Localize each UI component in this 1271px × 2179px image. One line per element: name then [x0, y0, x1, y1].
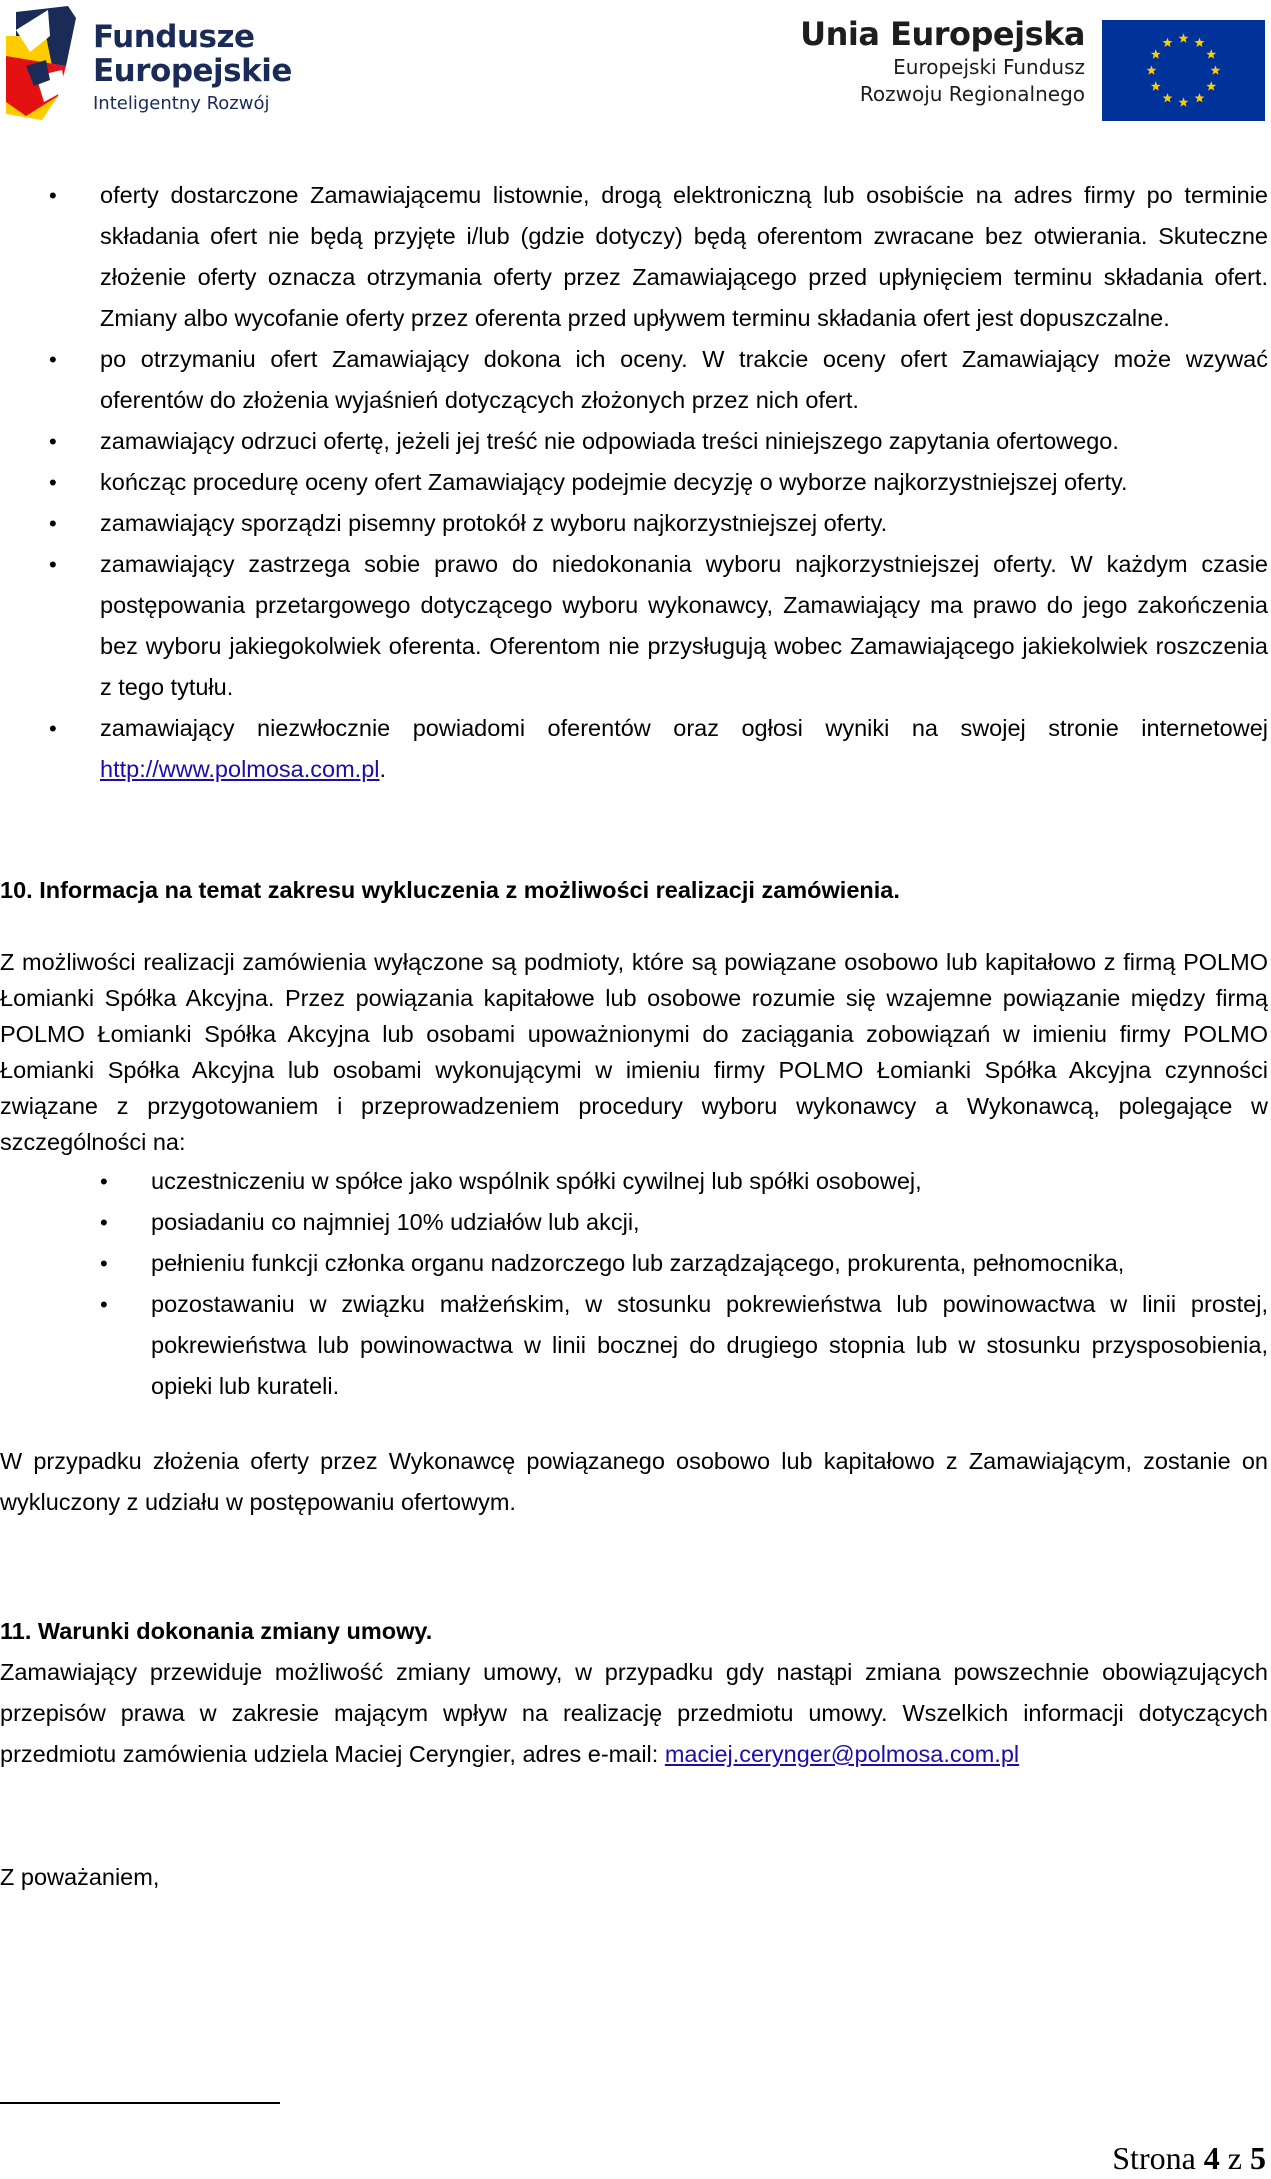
bullet-list-exclusions	[0, 1161, 1268, 1407]
bullet-icon: •	[49, 470, 57, 495]
bullet-icon: •	[100, 1210, 108, 1235]
section11-heading: 11. Warunki dokonania zmiany umowy.	[0, 1618, 433, 1644]
fe-logo-line2: Europejskie	[93, 53, 292, 89]
list-item: • zamawiający zastrzega sobie prawo do niedokonania wyboru najkorzystniejszej oferty. W każdym czasie postępowania przetargowego dotyczącego wyboru wykonawcy, Zamawiający ma prawo do jego zakończenia bez wyboru jakiegokolwiek oferenta. Oferentom nie przysługują wobec Zamawiającego jakiekolwiek roszczenia z tego tytułu.	[0, 544, 1268, 708]
bullet-icon: •	[49, 716, 57, 741]
greeting: Z poważaniem,	[0, 1864, 160, 1890]
section11-text: Zamawiający przewiduje możliwość zmiany umowy, w przypadku gdy nastąpi zmiana powszechnie obowiązujących przepisów prawa w zakresie mającym wpływ na realizację przedmiotu umowy. Wszelkich informacji dotyczących przedmiotu zamówienia udziela Maciej Ceryngier, adres e-mail: maciej.cerynger@polmosa.com.pl	[0, 1659, 1268, 1767]
bullet-icon: •	[100, 1251, 108, 1276]
fe-logo-line3: Inteligentny Rozwój	[93, 93, 270, 114]
list-item: • oferty dostarczone Zamawiającemu listownie, drogą elektroniczną lub osobiście na adres firmy po terminie składania ofert nie będą przyjęte i/lub (gdzie dotyczy) będą oferentom zwracane bez otwierania. Skuteczne złożenie oferty oznacza otrzymania oferty przez Zamawiającego przed upłynięciem terminu składania ofert. Zmiany albo wycofanie oferty przez oferenta przed upływem terminu składania ofert jest dopuszczalne.	[0, 175, 1268, 339]
signature-line	[0, 2102, 280, 2104]
bullet-icon: •	[49, 552, 57, 577]
page-footer	[1112, 2140, 1266, 2176]
footer-mid: z	[1219, 2140, 1250, 2176]
fundusze-europejskie-logo-icon	[6, 6, 88, 120]
bullet-icon: •	[100, 1292, 108, 1317]
section10-closing: W przypadku złożenia oferty przez Wykonawcę powiązanego osobowo lub kapitałowo z Zamawiającym, zostanie on wykluczony z udziału w postępowaniu ofertowym.	[0, 1448, 1268, 1515]
list-item: • zamawiający niezwłocznie powiadomi oferentów oraz ogłosi wyniki na swojej stronie internetowej http://www.polmosa.com.pl.	[0, 708, 1268, 790]
bullet-icon: •	[100, 1169, 108, 1194]
ue-logo-line3: Rozwoju Regionalnego	[859, 82, 1085, 106]
page-header	[0, 0, 1271, 130]
footer-total-pages: 5	[1250, 2140, 1266, 2176]
fe-logo-line1: Fundusze	[93, 19, 255, 55]
bullet-list-procedure	[0, 175, 1268, 790]
bullet-icon: •	[49, 511, 57, 536]
unia-europejska-text	[800, 15, 1085, 106]
bullet-icon: •	[49, 347, 57, 372]
section10-intro: Z możliwości realizacji zamówienia wyłączone są podmioty, które są powiązane osobowo lub kapitałowo z firmą POLMO Łomianki Spółka Akcyjna. Przez powiązania kapitałowe lub osobowe rozumie się wzajemne powiązanie między firmą POLMO Łomianki Spółka Akcyjna lub osobami upoważnionymi do zaciągania zobowiązań w imieniu firmy POLMO Łomianki Spółka Akcyjna lub osobami wykonującymi w imieniu firmy POLMO Łomianki Spółka Akcyjna czynności związane z przygotowaniem i przeprowadzeniem procedury wyboru wykonawcy a Wykonawcą, polegające w szczególności na:	[0, 949, 1268, 1155]
footer-page-number: 4	[1203, 2140, 1220, 2176]
list-item: • pełnieniu funkcji członka organu nadzorczego lub zarządzającego, prokurenta, pełnomocnika,	[0, 1243, 1268, 1284]
bullet-icon: •	[49, 429, 57, 454]
eu-flag-icon	[1102, 20, 1265, 121]
list-item: • posiadaniu co najmniej 10% udziałów lub akcji,	[0, 1202, 1268, 1243]
fundusze-europejskie-text	[93, 19, 292, 114]
bullet-icon: •	[49, 183, 57, 208]
section10-heading: 10. Informacja na temat zakresu wykluczenia z możliwości realizacji zamówienia.	[0, 877, 900, 903]
ue-logo-line2: Europejski Fundusz	[893, 55, 1085, 79]
ue-logo-line1: Unia Europejska	[800, 15, 1085, 53]
list-item: • zamawiający odrzuci ofertę, jeżeli jej treść nie odpowiada treści niniejszego zapytania ofertowego.	[0, 421, 1268, 462]
contact-email-link[interactable]: maciej.cerynger@polmosa.com.pl	[664, 1741, 1020, 1767]
footer-prefix: Strona	[1112, 2140, 1204, 2176]
list-item: • zamawiający sporządzi pisemny protokół z wyboru najkorzystniejszej oferty.	[0, 503, 1268, 544]
list-item: • pozostawaniu w związku małżeńskim, w stosunku pokrewieństwa lub powinowactwa w linii prostej, pokrewieństwa lub powinowactwa w linii bocznej do drugiego stopnia lub w stosunku przysposobienia, opieki lub kurateli.	[0, 1284, 1268, 1407]
document-body	[0, 175, 1268, 1898]
website-link[interactable]: http://www.polmosa.com.pl	[100, 756, 380, 782]
list-item: • kończąc procedurę oceny ofert Zamawiający podejmie decyzję o wyborze najkorzystniejszej oferty.	[0, 462, 1268, 503]
list-item: • po otrzymaniu ofert Zamawiający dokona ich oceny. W trakcie oceny ofert Zamawiający może wzywać oferentów do złożenia wyjaśnień dotyczących złożonych przez nich ofert.	[0, 339, 1268, 421]
list-item: • uczestniczeniu w spółce jako wspólnik spółki cywilnej lub spółki osobowej,	[0, 1161, 1268, 1202]
